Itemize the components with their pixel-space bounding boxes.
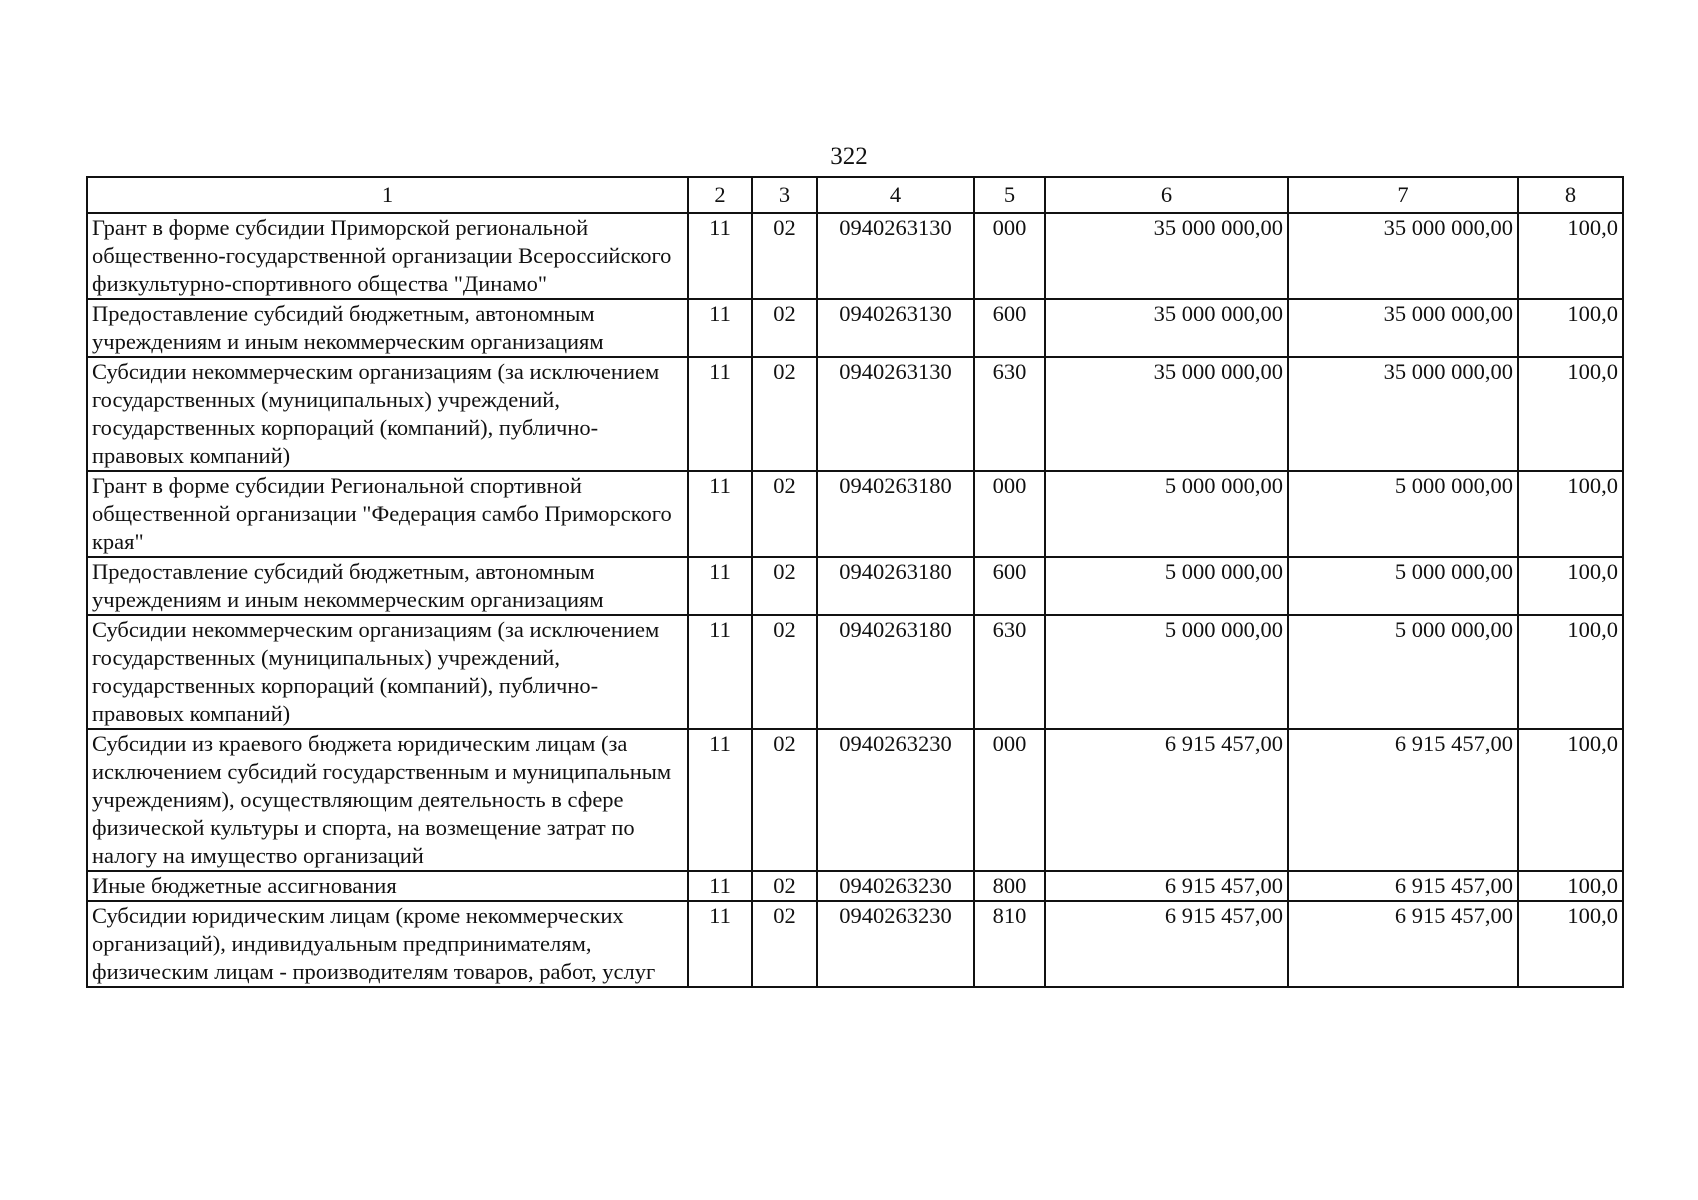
plan-amount: 6 915 457,00 [1045,901,1288,987]
plan-amount: 6 915 457,00 [1045,729,1288,871]
execution-percent: 100,0 [1518,557,1623,615]
header-cell-5: 5 [974,177,1045,213]
target-article-code: 0940263180 [817,471,974,557]
header-row [87,177,1623,213]
header-cell-3: 3 [752,177,817,213]
expense-type-code: 000 [974,213,1045,299]
section-code: 11 [688,213,752,299]
item-name: Субсидии из краевого бюджета юридическим лицам (за исключением субсидий государственным и муниципальным учреждениям), осуществляющим деятельность в сфере физической культуры и спорта, на возмещение затрат по налогу на имущество организаций [87,729,688,871]
item-name: Предоставление субсидий бюджетным, автономным учреждениям и иным некоммерческим организациям [87,299,688,357]
fact-amount: 5 000 000,00 [1288,615,1518,729]
target-article-code: 0940263230 [817,729,974,871]
plan-amount: 5 000 000,00 [1045,615,1288,729]
execution-percent: 100,0 [1518,357,1623,471]
execution-percent: 100,0 [1518,615,1623,729]
fact-amount: 5 000 000,00 [1288,471,1518,557]
item-name: Иные бюджетные ассигнования [87,871,688,901]
header-cell-6: 6 [1045,177,1288,213]
plan-amount: 5 000 000,00 [1045,471,1288,557]
header-cell-7: 7 [1288,177,1518,213]
target-article-code: 0940263130 [817,357,974,471]
expense-type-code: 800 [974,871,1045,901]
fact-amount: 6 915 457,00 [1288,901,1518,987]
fact-amount: 35 000 000,00 [1288,213,1518,299]
budget-table [86,176,1624,988]
header-cell-1: 1 [87,177,688,213]
item-name: Предоставление субсидий бюджетным, автономным учреждениям и иным некоммерческим организациям [87,557,688,615]
expense-type-code: 810 [974,901,1045,987]
table-header [87,177,1623,213]
target-article-code: 0940263230 [817,901,974,987]
table-row [87,299,1623,357]
table-row [87,357,1623,471]
table-row [87,557,1623,615]
subsection-code: 02 [752,729,817,871]
target-article-code: 0940263180 [817,615,974,729]
section-code: 11 [688,615,752,729]
target-article-code: 0940263230 [817,871,974,901]
header-cell-4: 4 [817,177,974,213]
section-code: 11 [688,871,752,901]
table-row [87,729,1623,871]
table-row [87,901,1623,987]
fact-amount: 5 000 000,00 [1288,557,1518,615]
target-article-code: 0940263130 [817,299,974,357]
expense-type-code: 000 [974,471,1045,557]
table-row [87,871,1623,901]
subsection-code: 02 [752,615,817,729]
item-name: Субсидии некоммерческим организациям (за исключением государственных (муниципальных) учреждений, государственных корпораций (компаний), публично-правовых компаний) [87,615,688,729]
target-article-code: 0940263130 [817,213,974,299]
plan-amount: 35 000 000,00 [1045,357,1288,471]
expense-type-code: 630 [974,615,1045,729]
subsection-code: 02 [752,871,817,901]
subsection-code: 02 [752,213,817,299]
execution-percent: 100,0 [1518,901,1623,987]
table-row [87,471,1623,557]
expense-type-code: 600 [974,299,1045,357]
expense-type-code: 630 [974,357,1045,471]
execution-percent: 100,0 [1518,729,1623,871]
fact-amount: 6 915 457,00 [1288,871,1518,901]
execution-percent: 100,0 [1518,471,1623,557]
table-row [87,615,1623,729]
page-number: 322 [830,143,868,170]
section-code: 11 [688,357,752,471]
subsection-code: 02 [752,357,817,471]
item-name: Субсидии юридическим лицам (кроме некоммерческих организаций), индивидуальным предпринимателям, физическим лицам - производителям товаров, работ, услуг [87,901,688,987]
expense-type-code: 600 [974,557,1045,615]
expense-type-code: 000 [974,729,1045,871]
plan-amount: 35 000 000,00 [1045,213,1288,299]
fact-amount: 35 000 000,00 [1288,357,1518,471]
table-row [87,213,1623,299]
section-code: 11 [688,901,752,987]
fact-amount: 35 000 000,00 [1288,299,1518,357]
item-name: Грант в форме субсидии Региональной спортивной общественной организации "Федерация самбо Приморского края" [87,471,688,557]
section-code: 11 [688,471,752,557]
subsection-code: 02 [752,557,817,615]
subsection-code: 02 [752,299,817,357]
item-name: Грант в форме субсидии Приморской региональной общественно-государственной организации Всероссийского физкультурно-спортивного общества "Динамо" [87,213,688,299]
execution-percent: 100,0 [1518,213,1623,299]
execution-percent: 100,0 [1518,871,1623,901]
section-code: 11 [688,557,752,615]
table-body [87,213,1623,987]
header-cell-8: 8 [1518,177,1623,213]
fact-amount: 6 915 457,00 [1288,729,1518,871]
header-cell-2: 2 [688,177,752,213]
subsection-code: 02 [752,471,817,557]
subsection-code: 02 [752,901,817,987]
section-code: 11 [688,299,752,357]
item-name: Субсидии некоммерческим организациям (за исключением государственных (муниципальных) учреждений, государственных корпораций (компаний), публично-правовых компаний) [87,357,688,471]
plan-amount: 5 000 000,00 [1045,557,1288,615]
plan-amount: 6 915 457,00 [1045,871,1288,901]
section-code: 11 [688,729,752,871]
execution-percent: 100,0 [1518,299,1623,357]
plan-amount: 35 000 000,00 [1045,299,1288,357]
target-article-code: 0940263180 [817,557,974,615]
